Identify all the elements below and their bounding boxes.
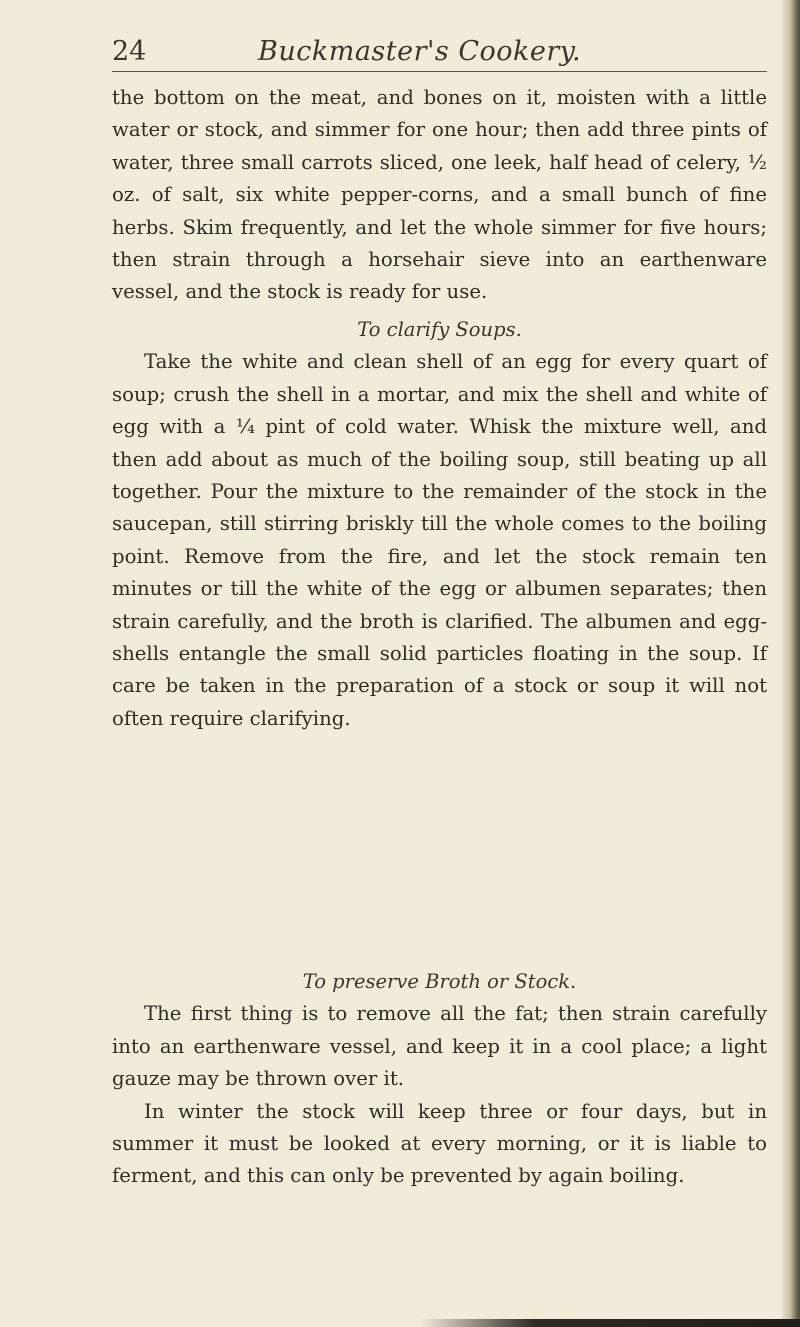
page-bottom-shadow <box>420 1319 800 1327</box>
page-edge-shadow <box>782 0 800 1327</box>
section-paragraph: Take the white and clean shell of an egg for every quart of soup; crush the shell in a mortar, and mix the shell and white of egg with a ¼ pint of cold water. Whisk the mixture well, and then add about as much of the boiling soup, still beating up all together. Pour the mixture to the remainder of the stock in the saucepan, still stirring briskly till the whole comes to the boiling point. Remove from the fire, and let the stock remain ten minutes or till the white of the egg or albumen separates; then strain carefully, and the broth is clarified. The albumen and egg-shells entangle the small solid particles floating in the soup. If care be taken in the preparation of a stock or soup it will not often require clarifying. <box>112 350 767 730</box>
section-heading: To clarify Soups. <box>357 318 522 341</box>
section-paragraph: In winter the stock will keep three or four days, but in summer it must be looked at every morning, or it is liable to ferment, and this can only be prevented by again boiling. <box>112 1099 767 1188</box>
intro-block <box>112 82 767 309</box>
running-title: Buckmaster's Cookery. <box>258 36 582 67</box>
section-clarify-soups <box>112 314 767 735</box>
section-paragraph: The first thing is to remove all the fat; then strain carefully into an earthenware vessel, and keep it in a cool place; a light gauze may be thrown over it. <box>112 1002 767 1091</box>
header-rule <box>112 71 767 72</box>
page-header <box>112 36 752 76</box>
page-number: 24 <box>112 36 147 67</box>
intro-paragraph: the bottom on the meat, and bones on it, moisten with a little water or stock, and simmer for one hour; then add three pints of water, three small carrots sliced, one leek, half head of celery, ½ oz. of salt, six white pepper-corns, and a small bunch of fine herbs. Skim frequently, and let the whole simmer for five hours; then strain through a horsehair sieve into an earthenware vessel, and the stock is ready for use. <box>112 86 767 304</box>
section-heading: To preserve Broth or Stock. <box>302 970 577 993</box>
section-preserve-stock <box>112 966 767 1193</box>
